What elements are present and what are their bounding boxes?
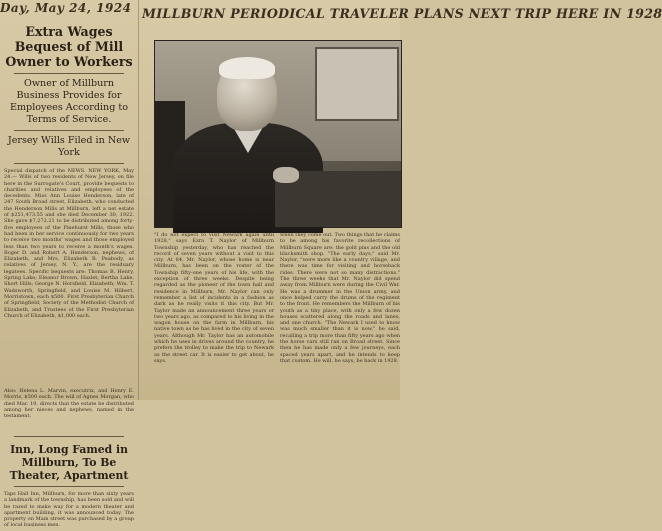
article-body-bequest-continued: Also: Helena L. Marvin, executrix, and Henry E. Morris, $500 each. The will of Agnes Morgan, who died Mar. 19, directs that the estate be distributed among her nieces and nephews, named in the testament. bbox=[4, 388, 134, 420]
divider-rule bbox=[14, 73, 124, 74]
photo-window bbox=[315, 47, 399, 121]
article-body-columns bbox=[154, 232, 400, 400]
article-column-1: "I do not expect to visit Newark again until 1928," says Ezra T. Naylor of Millburn Township yesterday, who has reached the record of seven years without a visit to this city. At 84, Mr. Naylor, whose home is near Millburn, has been on the roster of the Township fifty-one years of his life, with the exception of three weeks. Despite being regarded as the pioneer of the town hall and residence in Millburn, Mr. Naylor can only remember a list of incidents in a fashion as dark as he really visits it this city. But Mr. Taylor made an announcement three years or two years ago, as compared to his living in the wagon house on the farm in Millburn, his native town as he has lived in the city of seven years. Although Mr. Taylor has an automobile which he uses in drives around the country, he prefers the trolley to make the trip to Newark as the street car. It is easier to get about, he says. bbox=[154, 232, 274, 364]
portrait-photo bbox=[154, 40, 402, 228]
headline-periodical-traveler: MILLBURN PERIODICAL TRAVELER PLANS NEXT TRIP HERE IN 1928 bbox=[142, 6, 662, 21]
article-column-2: when they come out. Two things that he claims to be among his favorite recollections of Millburn Square are: the gold pins and the old blacksmith shop. "The early days," said Mr. Naylor, "were more like a country village, and there was time for visiting and horseback rides. There were not so many distractions." The three weeks that Mr. Naylor did spend away from Millburn were during the Civil War. He was a drummer in the Union army, and once helped carry the drums of the regiment to the front. He remembers the Millburn of his youth as a tiny place, with only a few dozen houses scattered along the roads and lanes, and one church. "The Newark I used to know was much smaller than it is now," he said, recalling a trip more than fifty years ago when the horse cars still ran on Broad street. Since then he has made only a few journeys, each spaced years apart, and he intends to keep that custom. He will, he says, be back in 1928. bbox=[280, 232, 400, 364]
subheadline-owner-provides: Owner of Millburn Business Provides for Employees According to Terms of Service. bbox=[9, 78, 129, 125]
photo-figure-hair bbox=[219, 57, 275, 79]
headline-wages-bequest: Extra Wages Bequest of Mill Owner to Workers bbox=[5, 24, 133, 69]
dateline: Day, May 24, 1924 bbox=[0, 1, 132, 15]
divider-rule bbox=[14, 436, 124, 437]
divider-rule bbox=[14, 163, 124, 164]
divider-rule bbox=[14, 130, 124, 131]
photo-figure-hand bbox=[273, 167, 299, 183]
headline-inn-theater: Inn, Long Famed in Millburn, To Be Theater, Apartment bbox=[9, 443, 129, 482]
left-column bbox=[2, 20, 136, 529]
right-column bbox=[142, 0, 662, 400]
subheadline-wills-filed: Jersey Wills Filed in New York bbox=[7, 135, 131, 158]
article-body-bequest: Special dispatch of the NEWS. NEW YORK, May 24.— Wills of two residents of New Jersey, on file here in the Surrogate's Court, provide bequests to charities and relatives and employees of the decedents. Miss Ann Louise Henderson, late of 247 South Broad street, Elizabeth, who conducted the Henderson Mills at Millburn, left a net estate of $251,473.55 and she died December 30, 1922. She gave $7,272.21 to be distributed among forty-five employees of the Pinehurst Mills, those who had been in her service continuously for two years to receive two months' wages and those employed less than two years to receive a month's wages. Roger D. and Robert A. Henderson, nephews, of Elizabeth, and Mrs. Elizabeth R. Peabody, as relatives of Jersey, N. Y., are the residuary legatees. Specific bequests are: Thomas B. Henry, Spring Lake; Eleanor Brown, Hazlet; Bertha Lake, Short Hills; George N. Horsfield, Elizabeth; Wm. T. Wadsworth, Springfield, and Louise M. Hilbert, Morristown, each $500. First Presbyterian Church of Springfield, Society of the Methodist Church of Elizabeth, and Trustees of the First Presbyterian Church of Elizabeth, $1,000 each. bbox=[4, 168, 134, 319]
column-divider bbox=[138, 0, 139, 400]
divider-rule bbox=[14, 486, 124, 487]
article-body-inn: Taps Hall Inn, Millburn, for more than sixty years a landmark of the township, has been sold and will be razed to make way for a modern theater and apartment building, it was announced today. The property on Main street was purchased by a group of local business men. bbox=[4, 491, 134, 529]
